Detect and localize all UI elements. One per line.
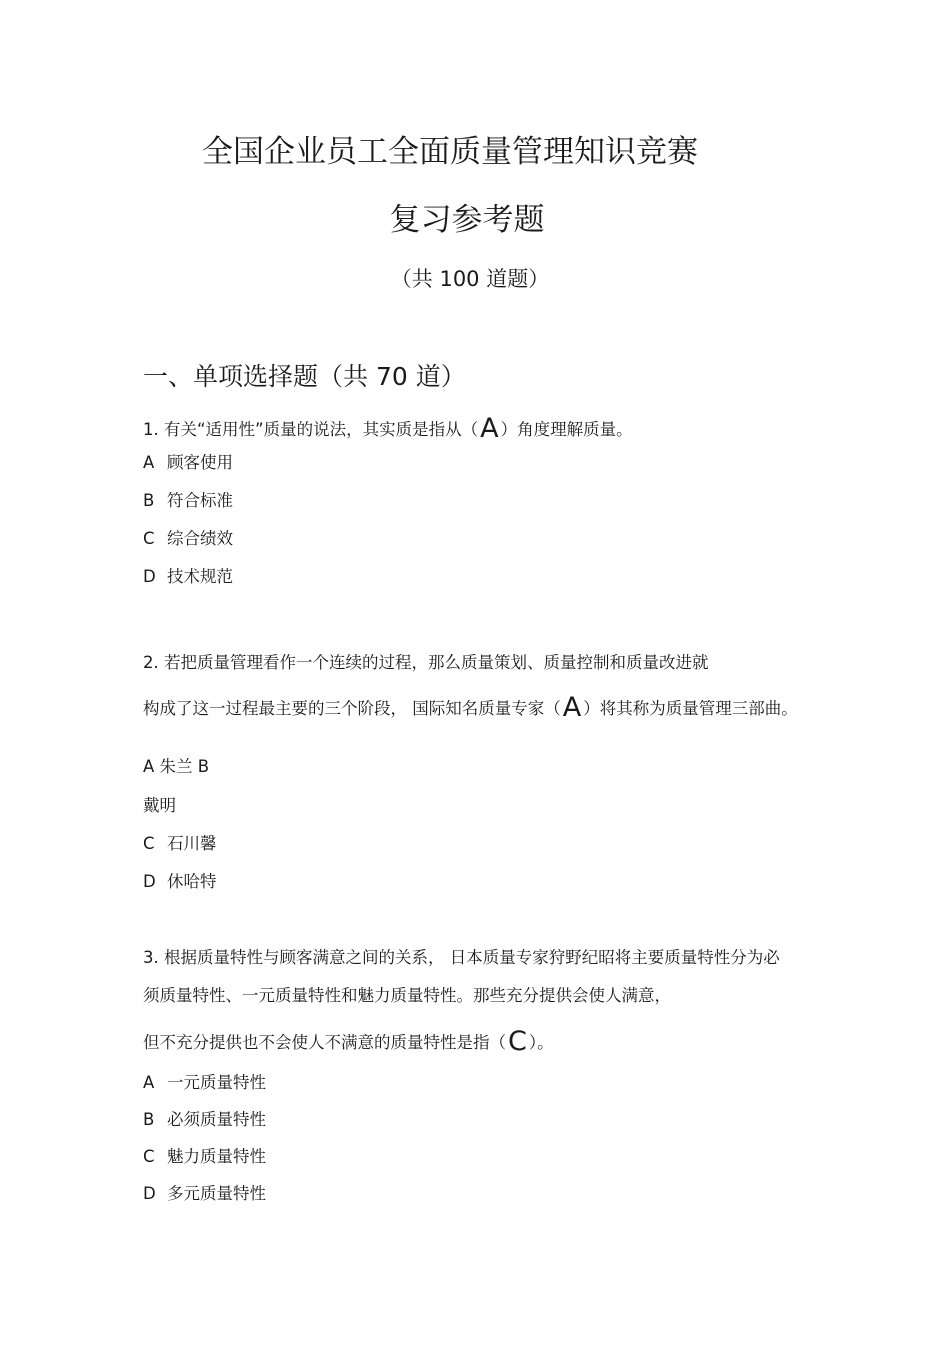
question-1 xyxy=(143,413,633,444)
option-letter: C xyxy=(143,834,155,853)
question-2-answer: A xyxy=(562,692,582,723)
question-3-text-start: 但不充分提供也不会使人不满意的质量特性是指（ xyxy=(143,1033,506,1052)
option-letter: D xyxy=(143,872,156,891)
option-text: 综合绩效 xyxy=(167,529,233,548)
option-letter: D xyxy=(143,1184,156,1203)
question-1-option-c xyxy=(143,525,233,549)
question-1-text-end: ）角度理解质量。 xyxy=(500,420,633,439)
question-2-option-d xyxy=(143,868,217,892)
question-3-option-a xyxy=(143,1069,266,1093)
question-2-option-c xyxy=(143,830,217,854)
option-text: 符合标准 xyxy=(167,491,233,510)
option-text: 顾客使用 xyxy=(167,453,233,472)
option-text: 休哈特 xyxy=(167,872,217,891)
question-total: （共 100 道题） xyxy=(390,267,550,291)
question-2-option-b-text: 戴明 xyxy=(143,796,176,815)
option-letter: C xyxy=(143,1147,155,1166)
option-text: 多元质量特性 xyxy=(167,1184,266,1203)
section-heading: 一、单项选择题（共 70 道） xyxy=(143,362,466,391)
option-letter: A xyxy=(143,453,155,472)
question-1-option-d xyxy=(143,563,233,587)
option-text: 一元质量特性 xyxy=(167,1073,266,1092)
document-subtitle: 复习参考题 xyxy=(389,202,545,238)
option-text: 魅力质量特性 xyxy=(167,1147,266,1166)
question-2-text-start: 构成了这一过程最主要的三个阶段， 国际知名质量专家（ xyxy=(143,699,561,718)
option-text: 石川馨 xyxy=(167,834,217,853)
option-text: 技术规范 xyxy=(167,567,233,586)
question-3-option-c xyxy=(143,1143,266,1167)
question-1-option-b xyxy=(143,487,233,511)
question-3-text-end: ）。 xyxy=(528,1033,554,1052)
option-letter: C xyxy=(143,529,155,548)
option-letter: B xyxy=(143,1110,155,1129)
option-letter: B xyxy=(143,491,155,510)
question-3-option-b xyxy=(143,1106,266,1130)
question-1-answer: A xyxy=(480,413,499,444)
question-2-line-2 xyxy=(143,692,798,723)
question-3-line-1: 3. 根据质量特性与顾客满意之间的关系， 日本质量专家狩野纪昭将主要质量特性分为必 xyxy=(143,948,780,967)
question-3-option-d xyxy=(143,1180,266,1204)
question-3-line-2: 须质量特性、一元质量特性和魅力质量特性。那些充分提供会使人满意， xyxy=(143,986,671,1005)
question-2-text-end: ）将其称为质量管理三部曲。 xyxy=(583,699,798,718)
option-letter: D xyxy=(143,567,156,586)
question-2-line-1: 2. 若把质量管理看作一个连续的过程，那么质量策划、质量控制和质量改进就 xyxy=(143,653,709,672)
question-1-text-start: 1. 有关“适用性”质量的说法，其实质是指从（ xyxy=(143,420,479,439)
document-title: 全国企业员工全面质量管理知识竞赛 xyxy=(202,134,698,170)
question-3-answer: C xyxy=(508,1026,527,1057)
question-3-line-3 xyxy=(143,1026,554,1057)
option-letter: A xyxy=(143,1073,155,1092)
question-1-option-a xyxy=(143,449,233,473)
option-text: 必须质量特性 xyxy=(167,1110,266,1129)
question-2-option-a: A 朱兰 B xyxy=(143,757,210,776)
